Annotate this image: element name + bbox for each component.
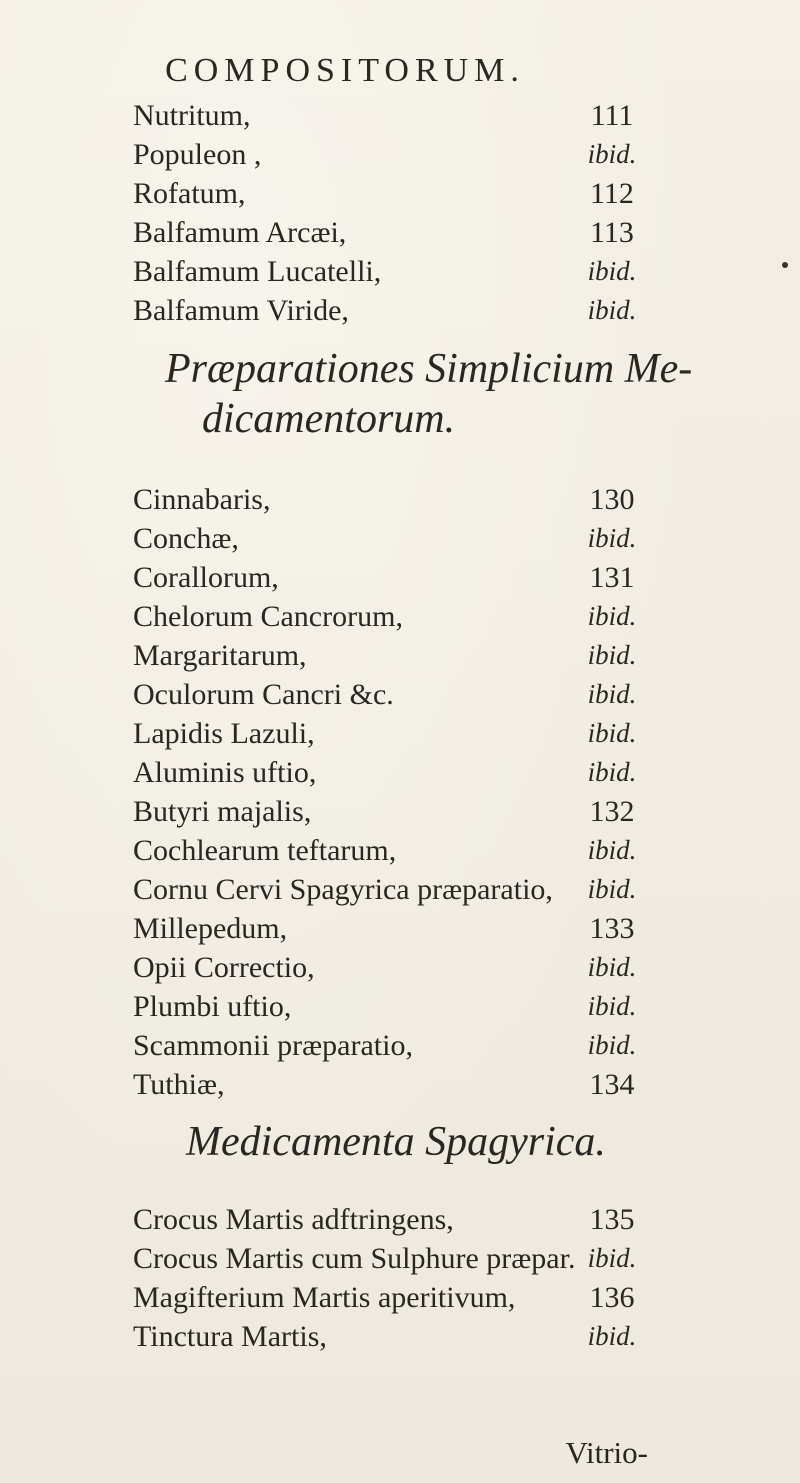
page-reference: ibid. (587, 139, 637, 169)
page-reference: ibid. (587, 601, 637, 631)
list-item (133, 1200, 653, 1239)
entry-name: Crocus Martis adftringens, (133, 1203, 454, 1236)
list-item (133, 480, 653, 519)
page-reference: ibid. (587, 874, 637, 904)
entry-name: Aluminis uftio, (133, 756, 317, 789)
entry-name: Conchæ, (133, 522, 239, 555)
ink-speck (782, 262, 788, 268)
page-reference: 111 (590, 99, 634, 132)
page-reference: ibid. (587, 757, 637, 787)
entry-name: Margaritarum, (133, 639, 307, 672)
list-item (133, 1317, 653, 1356)
list-item (133, 753, 653, 792)
entry-name: Balfamum Arcæi, (133, 216, 347, 249)
list-item (133, 909, 653, 948)
page-reference: ibid. (587, 952, 637, 982)
section-heading: Præparationes Simplicium Me- (165, 346, 693, 392)
list-item (133, 174, 653, 213)
list-item (133, 831, 653, 870)
catchword: Vitrio- (565, 1435, 648, 1470)
list-item (133, 135, 653, 174)
entry-name: Lapidis Lazuli, (133, 717, 315, 750)
list-item (133, 792, 653, 831)
page-reference: ibid. (587, 718, 637, 748)
page-reference: 136 (589, 1281, 635, 1314)
page-reference: ibid. (587, 640, 637, 670)
entry-list-2 (133, 480, 653, 1104)
list-item (133, 1026, 653, 1065)
page-reference: ibid. (587, 1030, 637, 1060)
list-item (133, 558, 653, 597)
list-item (133, 987, 653, 1026)
entry-name: Opii Correctio, (133, 951, 315, 984)
entry-name: Tuthiæ, (133, 1068, 225, 1101)
list-item (133, 870, 653, 909)
running-head: COMPOSITORUM. (165, 52, 525, 89)
page-reference: ibid. (587, 523, 637, 553)
list-item (133, 948, 653, 987)
list-item (133, 1278, 653, 1317)
entry-name: Nutritum, (133, 99, 251, 132)
entry-list-3 (133, 1200, 653, 1356)
list-item (133, 597, 653, 636)
page-reference: 113 (590, 216, 634, 249)
page-reference: 130 (589, 483, 635, 516)
entry-name: Cinnabaris, (133, 483, 271, 516)
entry-name: Cochlearum teftarum, (133, 834, 397, 867)
list-item (133, 291, 653, 330)
entry-name: Tinctura Martis, (133, 1320, 327, 1353)
entry-name: Populeon , (133, 138, 262, 171)
page-reference: 135 (589, 1203, 635, 1236)
entry-name: Corallorum, (133, 561, 279, 594)
page-reference: 133 (589, 912, 635, 945)
page-reference: 131 (589, 561, 635, 594)
entry-name: Chelorum Cancrorum, (133, 600, 403, 633)
section-heading: Medicamenta Spagyrica. (186, 1119, 606, 1165)
list-item (133, 96, 653, 135)
page-reference: 134 (589, 1068, 635, 1101)
entry-name: Scammonii præparatio, (133, 1029, 413, 1062)
page-reference: ibid. (587, 256, 637, 286)
entry-name: Oculorum Cancri &c. (133, 678, 394, 711)
page-reference: ibid. (587, 991, 637, 1021)
entry-name: Plumbi uftio, (133, 990, 292, 1023)
list-item (133, 636, 653, 675)
section-heading-continued: dicamentorum. (202, 396, 456, 442)
list-item (133, 714, 653, 753)
entry-name: Butyri majalis, (133, 795, 312, 828)
list-item (133, 1065, 653, 1104)
list-item (133, 675, 653, 714)
page-reference: ibid. (587, 679, 637, 709)
page-reference: 132 (589, 795, 635, 828)
entry-name: Balfamum Lucatelli, (133, 255, 382, 288)
entry-name: Magifterium Martis aperitivum, (133, 1281, 516, 1314)
list-item (133, 213, 653, 252)
entry-name: Balfamum Viride, (133, 294, 349, 327)
entry-name: Crocus Martis cum Sulphure præpar. (133, 1242, 576, 1275)
entry-name: Cornu Cervi Spagyrica præparatio, (133, 873, 553, 906)
page-reference: ibid. (587, 1243, 637, 1273)
page-reference: ibid. (587, 295, 637, 325)
page-reference: ibid. (587, 835, 637, 865)
list-item (133, 252, 653, 291)
page-reference: ibid. (587, 1321, 637, 1351)
entry-name: Millepedum, (133, 912, 288, 945)
list-item (133, 519, 653, 558)
entry-list-1 (133, 96, 653, 330)
list-item (133, 1239, 653, 1278)
entry-name: Rofatum, (133, 177, 246, 210)
page-reference: 112 (590, 177, 634, 210)
